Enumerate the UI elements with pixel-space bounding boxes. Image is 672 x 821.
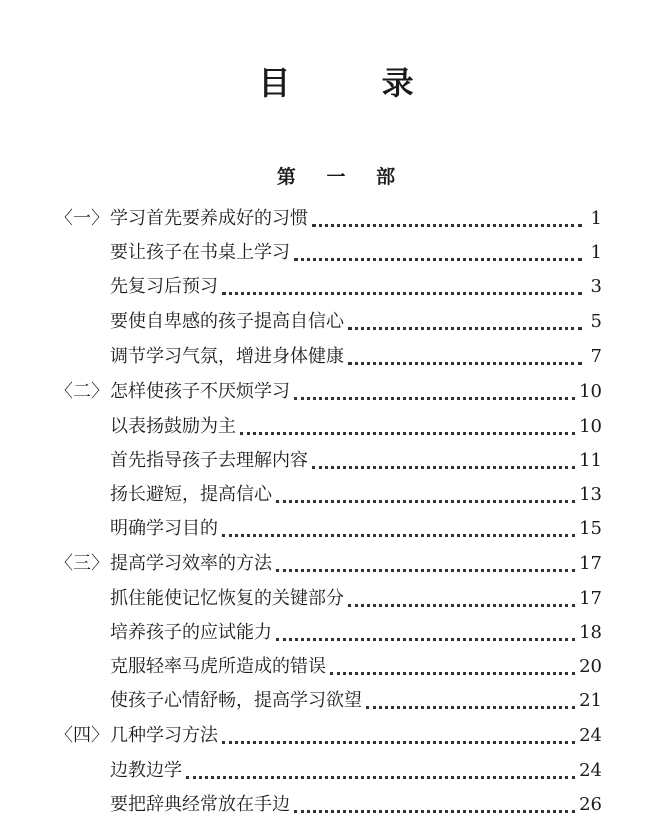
toc-item[interactable]	[110, 480, 602, 510]
item-title: 先复习后预习	[110, 276, 218, 297]
page-number: 15	[579, 518, 602, 539]
item-title: 要使自卑感的孩子提高自信心	[110, 311, 344, 332]
page-number: 7	[590, 346, 602, 367]
leader-dots	[330, 672, 575, 675]
page-number: 20	[579, 656, 602, 677]
toc-item[interactable]	[110, 686, 602, 716]
leader-dots	[348, 362, 582, 365]
page-number: 1	[590, 208, 602, 229]
leader-dots	[294, 397, 575, 400]
page-number: 24	[579, 760, 602, 781]
item-title: 克服轻率马虎所造成的错误	[110, 656, 326, 677]
leader-dots	[312, 466, 575, 469]
leader-dots	[240, 432, 575, 435]
item-title: 明确学习目的	[110, 518, 218, 539]
item-title: 扬长避短，提高信心	[110, 484, 272, 505]
item-title: 要让孩子在书桌上学习	[110, 242, 290, 263]
toc-item[interactable]	[110, 446, 602, 476]
section-number: 〈一〉	[55, 208, 109, 229]
toc-item[interactable]	[110, 618, 602, 648]
section-number: 〈二〉	[55, 381, 109, 402]
item-title: 抓住能使记忆恢复的关键部分	[110, 588, 344, 609]
leader-dots	[366, 706, 575, 709]
page-number: 1	[590, 242, 602, 263]
toc-section-3[interactable]	[55, 549, 602, 579]
toc-item[interactable]	[110, 584, 602, 614]
leader-dots	[222, 741, 575, 744]
section-title: 几种学习方法	[110, 725, 218, 746]
leader-dots	[294, 810, 575, 813]
page-number: 17	[579, 588, 602, 609]
toc-item[interactable]	[110, 272, 602, 302]
section-number: 〈四〉	[55, 725, 109, 746]
part-heading: 第 一 部	[276, 166, 408, 188]
page-title: 目 录	[258, 64, 454, 102]
toc-item[interactable]	[110, 756, 602, 786]
section-title: 提高学习效率的方法	[110, 553, 272, 574]
section-title: 怎样使孩子不厌烦学习	[110, 381, 290, 402]
item-title: 边教边学	[110, 760, 182, 781]
page-number: 17	[579, 553, 602, 574]
toc-item[interactable]	[110, 514, 602, 544]
item-title: 使孩子心情舒畅，提高学习欲望	[110, 690, 362, 711]
leader-dots	[276, 569, 575, 572]
item-title: 培养孩子的应试能力	[110, 622, 272, 643]
leader-dots	[186, 776, 575, 779]
page-number: 21	[579, 690, 602, 711]
leader-dots	[222, 292, 582, 295]
section-title: 学习首先要养成好的习惯	[110, 208, 308, 229]
toc-item[interactable]	[110, 307, 602, 337]
page-number: 13	[579, 484, 602, 505]
leader-dots	[276, 500, 575, 503]
toc-item[interactable]	[110, 238, 602, 268]
toc-item[interactable]	[110, 342, 602, 372]
page-number: 5	[590, 311, 602, 332]
leader-dots	[294, 258, 582, 261]
toc-section-1[interactable]	[55, 204, 602, 234]
page-number: 10	[579, 416, 602, 437]
leader-dots	[222, 534, 575, 537]
toc-item[interactable]	[110, 652, 602, 682]
toc-section-4[interactable]	[55, 721, 602, 751]
page-number: 26	[579, 794, 602, 815]
page-number: 3	[590, 276, 602, 297]
item-title: 首先指导孩子去理解内容	[110, 450, 308, 471]
leader-dots	[276, 638, 575, 641]
page-number: 24	[579, 725, 602, 746]
toc-item[interactable]	[110, 790, 602, 820]
toc-section-2[interactable]	[55, 377, 602, 407]
page-number: 18	[579, 622, 602, 643]
leader-dots	[348, 327, 582, 330]
section-number: 〈三〉	[55, 553, 109, 574]
page-number: 10	[579, 381, 602, 402]
page-number: 11	[579, 450, 602, 471]
item-title: 要把辞典经常放在手边	[110, 794, 290, 815]
leader-dots	[348, 604, 575, 607]
toc-item[interactable]	[110, 412, 602, 442]
item-title: 调节学习气氛，增进身体健康	[110, 346, 344, 367]
leader-dots	[312, 224, 582, 227]
item-title: 以表扬鼓励为主	[110, 416, 236, 437]
